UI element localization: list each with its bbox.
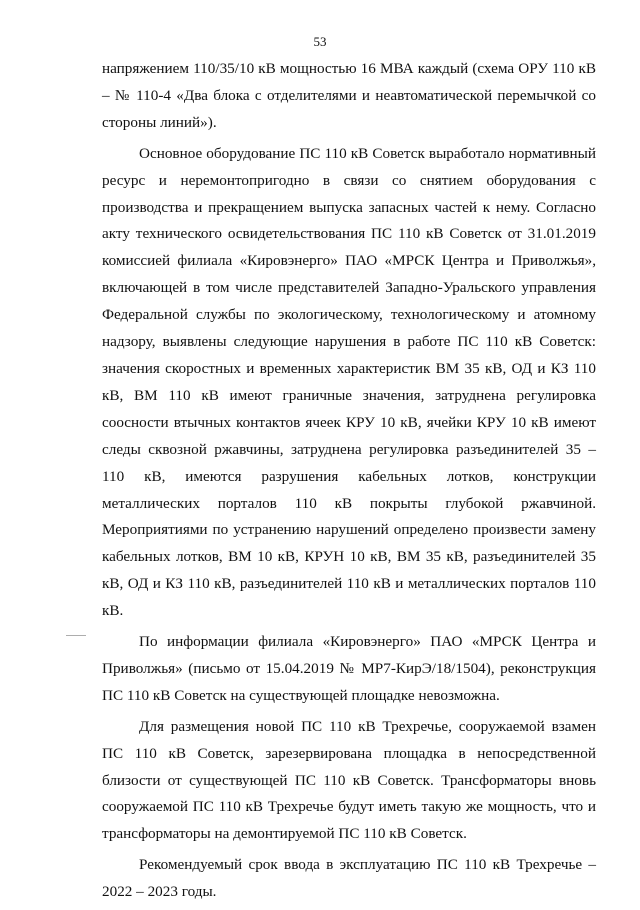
paragraph-reconstruction-impossible: По информации филиала «Кировэнерго» ПАО «МРСК Центра и Приволжья» (письмо от 15.04.2019 № МР7-КирЭ/18/1504), реконструкция ПС 110 кВ Советск на существующей площадке невозможна. <box>102 633 596 704</box>
paragraph-continuation: напряжением 110/35/10 кВ мощностью 16 МВА каждый (схема ОРУ 110 кВ – № 110-4 «Два блока с отделителями и неавтоматической перемычкой со стороны линий»). <box>102 60 596 131</box>
paragraph-equipment-condition: Основное оборудование ПС 110 кВ Советск выработало нормативный ресурс и неремонтопригодно в связи со снятием оборудования с производства и прекращением выпуска запасных частей к нему. Согласно акту технического освидетельствования ПС 110 кВ Советск от 31.01.2019 комиссией филиала «Кировэнерго» ПАО «МРСК Центра и Приволжья», включающей в том числе представителей Западно-Уральского управления Федеральной службы по экологическому, технологическому и атомному надзору, выявлены следующие нарушения в работе ПС 110 кВ Советск: значения скоростных и временных характеристик ВМ 35 кВ, ОД и КЗ 110 кВ, ВМ 110 кВ имеют граничные значения, затруднена регулировка соосности втычных контактов ячеек КРУ 10 кВ, ячейки КРУ 10 кВ имеют следы сквозной ржавчины, затруднена регулировка разъединителей 35 – 110 кВ, имеются разрушения кабельных лотков, конструкции металлических порталов 110 кВ покрыты глубокой ржавчиной. Мероприятиями по устранению нарушений определено произвести замену кабельных лотков, ВМ 10 кВ, КРУН 10 кВ, ВМ 35 кВ, разъединителей 35 кВ, ОД и КЗ 110 кВ, разъединителей 110 кВ и металлических порталов 110 кВ. <box>102 144 596 620</box>
margin-scan-mark <box>66 635 86 636</box>
paragraph-commissioning-date: Рекомендуемый срок ввода в эксплуатацию ПС 110 кВ Трехречье – 2022 – 2023 годы. <box>102 856 596 901</box>
paragraph-new-substation: Для размещения новой ПС 110 кВ Трехречье, сооружаемой взамен ПС 110 кВ Советск, зарезервирована площадка в непосредственной близости от существующей ПС 110 кВ Советск. Трансформаторы вновь сооружаемой ПС 110 кВ Трехречье будут иметь такую же мощность, что и трансформаторы на демонтируемой ПС 110 кВ Советск. <box>102 717 596 843</box>
page-number: 53 <box>313 34 327 49</box>
document-body <box>102 56 596 910</box>
